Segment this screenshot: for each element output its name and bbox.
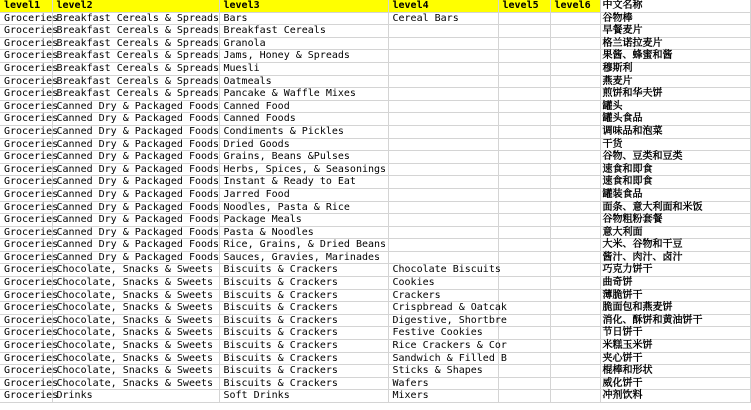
cell-level4[interactable]: Festive Cookies	[388, 327, 498, 340]
cell-level1[interactable]: Groceries	[0, 176, 52, 189]
cell-level6[interactable]	[550, 62, 600, 75]
cell-level1[interactable]: Groceries	[0, 75, 52, 88]
cell-level2[interactable]: Canned Dry & Packaged Foods	[52, 239, 219, 252]
cell-level1[interactable]: Groceries	[0, 201, 52, 214]
cell-level5[interactable]	[498, 176, 550, 189]
cell-level6[interactable]	[550, 377, 600, 390]
header-row	[0, 0, 750, 12]
cell-level5[interactable]	[498, 201, 550, 214]
cell-level2[interactable]: Breakfast Cereals & Spreads	[52, 75, 219, 88]
table-row	[0, 37, 750, 50]
cell-level3[interactable]: Biscuits & Crackers	[219, 377, 388, 390]
cell-level3[interactable]: Biscuits & Crackers	[219, 340, 388, 353]
cell-level6[interactable]	[550, 239, 600, 252]
cell-level6[interactable]	[550, 188, 600, 201]
table-row	[0, 100, 750, 113]
cell-level1[interactable]: Groceries	[0, 138, 52, 151]
table-row	[0, 239, 750, 252]
cell-level2[interactable]: Canned Dry & Packaged Foods	[52, 251, 219, 264]
cell-level3[interactable]: Jams, Honey & Spreads	[219, 50, 388, 63]
cell-level3[interactable]: Canned Food	[219, 100, 388, 113]
cell-level4[interactable]: Digestive, Shortbre	[388, 314, 498, 327]
cell-chinese-name[interactable]: 消化、酥饼和黄油饼干	[600, 314, 750, 327]
cell-level4[interactable]	[388, 251, 498, 264]
cell-level4[interactable]: Crispbread & Oatcak	[388, 302, 498, 315]
cell-level4[interactable]	[388, 226, 498, 239]
cell-level1[interactable]: Groceries	[0, 365, 52, 378]
cell-chinese-name[interactable]: 酱汁、肉汁、卤汁	[600, 251, 750, 264]
cell-level2[interactable]: Chocolate, Snacks & Sweets	[52, 365, 219, 378]
cell-level4[interactable]	[388, 188, 498, 201]
cell-level5[interactable]	[498, 251, 550, 264]
cell-chinese-name[interactable]: 米糕玉米饼	[600, 340, 750, 353]
table-row	[0, 226, 750, 239]
cell-level3[interactable]: Grains, Beans &Pulses	[219, 151, 388, 164]
table-row	[0, 214, 750, 227]
cell-chinese-name[interactable]: 果酱、蜂蜜和酱	[600, 50, 750, 63]
cell-level4[interactable]: Mixers	[388, 390, 498, 403]
cell-level5[interactable]	[498, 264, 550, 277]
cell-level6[interactable]	[550, 352, 600, 365]
cell-level1[interactable]: Groceries	[0, 37, 52, 50]
cell-chinese-name[interactable]: 罐头	[600, 100, 750, 113]
cell-level3[interactable]: Instant & Ready to Eat	[219, 176, 388, 189]
cell-level1[interactable]: Groceries	[0, 88, 52, 101]
cell-level5[interactable]	[498, 365, 550, 378]
table-row	[0, 50, 750, 63]
header-cell-level3[interactable]: level3	[219, 0, 388, 12]
cell-level5[interactable]	[498, 62, 550, 75]
cell-level2[interactable]: Breakfast Cereals & Spreads	[52, 50, 219, 63]
cell-level2[interactable]: Chocolate, Snacks & Sweets	[52, 327, 219, 340]
cell-level3[interactable]: Rice, Grains, & Dried Beans	[219, 239, 388, 252]
table-row	[0, 12, 750, 25]
cell-chinese-name[interactable]: 谷物粗粉套餐	[600, 214, 750, 227]
cell-level3[interactable]: Biscuits & Crackers	[219, 352, 388, 365]
cell-level5[interactable]	[498, 163, 550, 176]
cell-level6[interactable]	[550, 151, 600, 164]
cell-level4[interactable]	[388, 138, 498, 151]
cell-level6[interactable]	[550, 75, 600, 88]
cell-level3[interactable]: Bars	[219, 12, 388, 25]
cell-level6[interactable]	[550, 12, 600, 25]
cell-level6[interactable]	[550, 100, 600, 113]
cell-level4[interactable]: Sandwich & Filled B	[388, 352, 498, 365]
cell-level1[interactable]: Groceries	[0, 251, 52, 264]
cell-level5[interactable]	[498, 327, 550, 340]
cell-level6[interactable]	[550, 365, 600, 378]
cell-level6[interactable]	[550, 37, 600, 50]
cell-level1[interactable]: Groceries	[0, 25, 52, 38]
cell-level3[interactable]: Pancake & Waffle Mixes	[219, 88, 388, 101]
cell-chinese-name[interactable]: 面条、意大利面和米饭	[600, 201, 750, 214]
table-row	[0, 75, 750, 88]
cell-level2[interactable]: Canned Dry & Packaged Foods	[52, 113, 219, 126]
cell-level2[interactable]: Chocolate, Snacks & Sweets	[52, 314, 219, 327]
cell-level3[interactable]: Biscuits & Crackers	[219, 365, 388, 378]
table-row	[0, 264, 750, 277]
cell-level5[interactable]	[498, 289, 550, 302]
cell-level1[interactable]: Groceries	[0, 390, 52, 403]
cell-chinese-name[interactable]: 煎饼和华夫饼	[600, 88, 750, 101]
cell-level6[interactable]	[550, 138, 600, 151]
cell-level4[interactable]: Crackers	[388, 289, 498, 302]
cell-level2[interactable]: Chocolate, Snacks & Sweets	[52, 264, 219, 277]
cell-level1[interactable]: Groceries	[0, 264, 52, 277]
cell-level3[interactable]: Package Meals	[219, 214, 388, 227]
header-cell-chinese-name[interactable]: 中文名称	[600, 0, 750, 12]
cell-level4[interactable]	[388, 151, 498, 164]
cell-level4[interactable]	[388, 214, 498, 227]
cell-level5[interactable]	[498, 88, 550, 101]
cell-level5[interactable]	[498, 100, 550, 113]
cell-level6[interactable]	[550, 340, 600, 353]
cell-level3[interactable]: Soft Drinks	[219, 390, 388, 403]
cell-level2[interactable]: Breakfast Cereals & Spreads	[52, 12, 219, 25]
header-cell-level6[interactable]: level6	[550, 0, 600, 12]
cell-level2[interactable]: Canned Dry & Packaged Foods	[52, 201, 219, 214]
cell-level4[interactable]	[388, 125, 498, 138]
cell-level5[interactable]	[498, 25, 550, 38]
cell-level2[interactable]: Chocolate, Snacks & Sweets	[52, 289, 219, 302]
cell-level4[interactable]	[388, 163, 498, 176]
cell-level5[interactable]	[498, 390, 550, 403]
cell-chinese-name[interactable]: 穆斯利	[600, 62, 750, 75]
table-row	[0, 365, 750, 378]
table-row	[0, 62, 750, 75]
table-row	[0, 188, 750, 201]
cell-level2[interactable]: Canned Dry & Packaged Foods	[52, 100, 219, 113]
cell-level3[interactable]: Biscuits & Crackers	[219, 327, 388, 340]
cell-level6[interactable]	[550, 289, 600, 302]
table-row	[0, 201, 750, 214]
cell-chinese-name[interactable]: 巧克力饼干	[600, 264, 750, 277]
cell-level5[interactable]	[498, 214, 550, 227]
table-row	[0, 163, 750, 176]
cell-level6[interactable]	[550, 176, 600, 189]
cell-level6[interactable]	[550, 327, 600, 340]
cell-level4[interactable]	[388, 88, 498, 101]
cell-level4[interactable]	[388, 75, 498, 88]
cell-level1[interactable]: Groceries	[0, 50, 52, 63]
cell-level6[interactable]	[550, 314, 600, 327]
cell-level2[interactable]: Chocolate, Snacks & Sweets	[52, 302, 219, 315]
cell-level1[interactable]: Groceries	[0, 314, 52, 327]
cell-level2[interactable]: Canned Dry & Packaged Foods	[52, 214, 219, 227]
cell-level6[interactable]	[550, 113, 600, 126]
cell-level2[interactable]: Canned Dry & Packaged Foods	[52, 151, 219, 164]
cell-level4[interactable]	[388, 25, 498, 38]
cell-level6[interactable]	[550, 50, 600, 63]
table-row	[0, 352, 750, 365]
cell-chinese-name[interactable]: 干货	[600, 138, 750, 151]
header-cell-level5[interactable]: level5	[498, 0, 550, 12]
cell-chinese-name[interactable]: 意大利面	[600, 226, 750, 239]
cell-level3[interactable]: Biscuits & Crackers	[219, 289, 388, 302]
table-row	[0, 327, 750, 340]
cell-chinese-name[interactable]: 燕麦片	[600, 75, 750, 88]
cell-level3[interactable]: Noodles, Pasta & Rice	[219, 201, 388, 214]
cell-level4[interactable]: Cookies	[388, 277, 498, 290]
cell-level3[interactable]: Canned Foods	[219, 113, 388, 126]
cell-level6[interactable]	[550, 214, 600, 227]
cell-level4[interactable]	[388, 176, 498, 189]
cell-chinese-name[interactable]: 夹心饼干	[600, 352, 750, 365]
cell-level5[interactable]	[498, 12, 550, 25]
cell-level2[interactable]: Breakfast Cereals & Spreads	[52, 25, 219, 38]
cell-level6[interactable]	[550, 125, 600, 138]
cell-level2[interactable]: Canned Dry & Packaged Foods	[52, 226, 219, 239]
cell-level4[interactable]	[388, 113, 498, 126]
cell-level6[interactable]	[550, 163, 600, 176]
table-row	[0, 251, 750, 264]
cell-chinese-name[interactable]: 速食和即食	[600, 176, 750, 189]
cell-level4[interactable]: Cereal Bars	[388, 12, 498, 25]
cell-level3[interactable]: Biscuits & Crackers	[219, 314, 388, 327]
cell-level6[interactable]	[550, 88, 600, 101]
cell-level1[interactable]: Groceries	[0, 188, 52, 201]
cell-level3[interactable]: Condiments & Pickles	[219, 125, 388, 138]
cell-level2[interactable]: Chocolate, Snacks & Sweets	[52, 340, 219, 353]
cell-chinese-name[interactable]: 棍棒和形状	[600, 365, 750, 378]
header-cell-level2[interactable]: level2	[52, 0, 219, 12]
cell-level6[interactable]	[550, 201, 600, 214]
cell-level5[interactable]	[498, 226, 550, 239]
cell-level1[interactable]: Groceries	[0, 289, 52, 302]
cell-level4[interactable]	[388, 62, 498, 75]
cell-level4[interactable]	[388, 37, 498, 50]
cell-level1[interactable]: Groceries	[0, 151, 52, 164]
table-row	[0, 314, 750, 327]
table-row	[0, 302, 750, 315]
cell-level3[interactable]: Oatmeals	[219, 75, 388, 88]
cell-chinese-name[interactable]: 罐头食品	[600, 113, 750, 126]
table-row	[0, 289, 750, 302]
cell-level4[interactable]	[388, 201, 498, 214]
cell-chinese-name[interactable]: 速食和即食	[600, 163, 750, 176]
cell-level2[interactable]: Chocolate, Snacks & Sweets	[52, 277, 219, 290]
cell-chinese-name[interactable]: 谷物、豆类和豆类	[600, 151, 750, 164]
cell-level1[interactable]: Groceries	[0, 12, 52, 25]
cell-level1[interactable]: Groceries	[0, 226, 52, 239]
cell-level4[interactable]: Chocolate Biscuits	[388, 264, 498, 277]
cell-level5[interactable]	[498, 377, 550, 390]
cell-chinese-name[interactable]: 大米、谷物和干豆	[600, 239, 750, 252]
cell-level1[interactable]: Groceries	[0, 214, 52, 227]
cell-level4[interactable]: Sticks & Shapes	[388, 365, 498, 378]
cell-chinese-name[interactable]: 曲奇饼	[600, 277, 750, 290]
cell-level2[interactable]: Breakfast Cereals & Spreads	[52, 62, 219, 75]
cell-level3[interactable]: Granola	[219, 37, 388, 50]
cell-level6[interactable]	[550, 25, 600, 38]
cell-level4[interactable]	[388, 50, 498, 63]
cell-level2[interactable]: Drinks	[52, 390, 219, 403]
cell-level1[interactable]: Groceries	[0, 125, 52, 138]
cell-level5[interactable]	[498, 50, 550, 63]
cell-level3[interactable]: Pasta & Noodles	[219, 226, 388, 239]
cell-level1[interactable]: Groceries	[0, 340, 52, 353]
cell-chinese-name[interactable]: 罐装食品	[600, 188, 750, 201]
cell-level5[interactable]	[498, 188, 550, 201]
cell-chinese-name[interactable]: 调味品和泡菜	[600, 125, 750, 138]
cell-level1[interactable]: Groceries	[0, 100, 52, 113]
table-row	[0, 390, 750, 403]
cell-level3[interactable]: Breakfast Cereals	[219, 25, 388, 38]
cell-level4[interactable]: Rice Crackers & Cor	[388, 340, 498, 353]
cell-level2[interactable]: Breakfast Cereals & Spreads	[52, 88, 219, 101]
cell-level5[interactable]	[498, 138, 550, 151]
cell-level4[interactable]	[388, 100, 498, 113]
cell-level2[interactable]: Canned Dry & Packaged Foods	[52, 188, 219, 201]
cell-chinese-name[interactable]: 薄脆饼干	[600, 289, 750, 302]
cell-level5[interactable]	[498, 151, 550, 164]
table-row	[0, 138, 750, 151]
cell-level1[interactable]: Groceries	[0, 377, 52, 390]
cell-chinese-name[interactable]: 节日饼干	[600, 327, 750, 340]
cell-level3[interactable]: Sauces, Gravies, Marinades	[219, 251, 388, 264]
cell-level6[interactable]	[550, 251, 600, 264]
header-cell-level4[interactable]: level4	[388, 0, 498, 12]
cell-level2[interactable]: Canned Dry & Packaged Foods	[52, 138, 219, 151]
header-cell-level1[interactable]: level1	[0, 0, 52, 12]
cell-level2[interactable]: Canned Dry & Packaged Foods	[52, 163, 219, 176]
cell-level1[interactable]: Groceries	[0, 62, 52, 75]
cell-chinese-name[interactable]: 早餐麦片	[600, 25, 750, 38]
cell-level2[interactable]: Canned Dry & Packaged Foods	[52, 125, 219, 138]
cell-level3[interactable]: Biscuits & Crackers	[219, 302, 388, 315]
cell-level4[interactable]: Wafers	[388, 377, 498, 390]
table-row	[0, 151, 750, 164]
table-row	[0, 277, 750, 290]
cell-level1[interactable]: Groceries	[0, 277, 52, 290]
cell-level3[interactable]: Herbs, Spices, & Seasonings	[219, 163, 388, 176]
cell-level5[interactable]	[498, 125, 550, 138]
cell-level3[interactable]: Biscuits & Crackers	[219, 277, 388, 290]
cell-chinese-name[interactable]: 冲剂饮料	[600, 390, 750, 403]
cell-level2[interactable]: Canned Dry & Packaged Foods	[52, 176, 219, 189]
cell-level1[interactable]: Groceries	[0, 302, 52, 315]
table-row	[0, 88, 750, 101]
cell-level5[interactable]	[498, 113, 550, 126]
cell-level1[interactable]: Groceries	[0, 239, 52, 252]
table-row	[0, 377, 750, 390]
cell-level1[interactable]: Groceries	[0, 327, 52, 340]
cell-level6[interactable]	[550, 226, 600, 239]
table-row	[0, 113, 750, 126]
cell-chinese-name[interactable]: 格兰诺拉麦片	[600, 37, 750, 50]
cell-level2[interactable]: Chocolate, Snacks & Sweets	[52, 352, 219, 365]
cell-level6[interactable]	[550, 277, 600, 290]
cell-level3[interactable]: Biscuits & Crackers	[219, 264, 388, 277]
cell-level3[interactable]: Dried Goods	[219, 138, 388, 151]
cell-level5[interactable]	[498, 277, 550, 290]
cell-level3[interactable]: Jarred Food	[219, 188, 388, 201]
table-row	[0, 125, 750, 138]
cell-chinese-name[interactable]: 威化饼干	[600, 377, 750, 390]
cell-level1[interactable]: Groceries	[0, 352, 52, 365]
cell-level5[interactable]	[498, 75, 550, 88]
cell-level4[interactable]	[388, 239, 498, 252]
cell-level1[interactable]: Groceries	[0, 163, 52, 176]
cell-level6[interactable]	[550, 302, 600, 315]
cell-level6[interactable]	[550, 390, 600, 403]
table-row	[0, 25, 750, 38]
cell-level5[interactable]	[498, 239, 550, 252]
cell-chinese-name[interactable]: 脆面包和燕麦饼	[600, 302, 750, 315]
cell-level6[interactable]	[550, 264, 600, 277]
cell-level2[interactable]: Chocolate, Snacks & Sweets	[52, 377, 219, 390]
table-row	[0, 340, 750, 353]
cell-level2[interactable]: Breakfast Cereals & Spreads	[52, 37, 219, 50]
cell-level1[interactable]: Groceries	[0, 113, 52, 126]
cell-level3[interactable]: Muesli	[219, 62, 388, 75]
cell-level5[interactable]	[498, 37, 550, 50]
cell-chinese-name[interactable]: 谷物棒	[600, 12, 750, 25]
table-row	[0, 176, 750, 189]
